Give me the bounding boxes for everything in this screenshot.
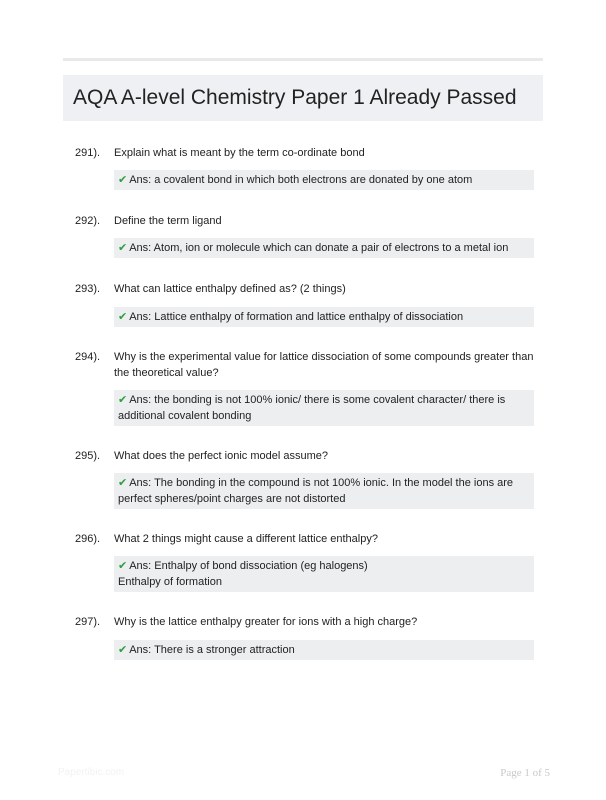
- answer-box: [114, 307, 534, 327]
- check-icon: ✔: [118, 560, 128, 572]
- answer-box: [114, 473, 534, 509]
- question-text: Why is the experimental value for lattice dissociation of some compounds greater than the theoretical value?: [114, 351, 534, 379]
- answer-box: [114, 556, 534, 592]
- check-icon: ✔: [118, 242, 128, 254]
- question-number: 295).: [75, 450, 101, 462]
- question-number: 297).: [75, 616, 101, 628]
- question-text: What 2 things might cause a different lattice enthalpy?: [114, 533, 378, 545]
- check-icon: ✔: [118, 311, 128, 323]
- answer-box: [114, 390, 534, 426]
- top-divider: [63, 58, 543, 61]
- question-text: What can lattice enthalpy defined as? (2 things): [114, 283, 346, 295]
- question-text: Define the term ligand: [114, 215, 222, 227]
- answer-line: ✔ Ans: Lattice enthalpy of formation and lattice enthalpy of dissociation: [118, 311, 464, 323]
- answer-line: ✔ Ans: the bonding is not 100% ionic/ there is some covalent character/ there is additional covalent bonding: [118, 394, 506, 422]
- answer-box: [114, 238, 534, 258]
- answer-line: ✔ Ans: Enthalpy of bond dissociation (eg halogens): [118, 560, 368, 572]
- check-icon: ✔: [118, 477, 128, 489]
- footer-watermark: Papertibic.com: [58, 767, 125, 778]
- answer-line: ✔ Ans: Atom, ion or molecule which can donate a pair of electrons to a metal ion: [118, 242, 509, 254]
- page-indicator: Page 1 of 5: [500, 767, 550, 779]
- answer-line: ✔ Ans: The bonding in the compound is not 100% ionic. In the model the ions are perfect spheres/point charges are not distorted: [118, 477, 514, 505]
- answer-line: ✔ Ans: a covalent bond in which both electrons are donated by one atom: [118, 174, 473, 186]
- title-bar: [63, 75, 543, 121]
- answer-box: [114, 640, 534, 660]
- question-number: 292).: [75, 215, 101, 227]
- check-icon: ✔: [118, 174, 128, 186]
- question-text: Why is the lattice enthalpy greater for ions with a high charge?: [114, 616, 418, 628]
- question-number: 293).: [75, 283, 101, 295]
- answer-line: ✔ Ans: There is a stronger attraction: [118, 644, 295, 656]
- question-number: 291).: [75, 147, 101, 159]
- question-number: 294).: [75, 351, 101, 363]
- question-text: What does the perfect ionic model assume?: [114, 450, 329, 462]
- answer-line: Enthalpy of formation: [118, 576, 222, 588]
- page-title: AQA A-level Chemistry Paper 1 Already Passed: [73, 86, 517, 109]
- check-icon: ✔: [118, 644, 128, 656]
- answer-box: [114, 170, 534, 190]
- check-icon: ✔: [118, 394, 128, 406]
- question-text: Explain what is meant by the term co-ordinate bond: [114, 147, 365, 159]
- question-number: 296).: [75, 533, 101, 545]
